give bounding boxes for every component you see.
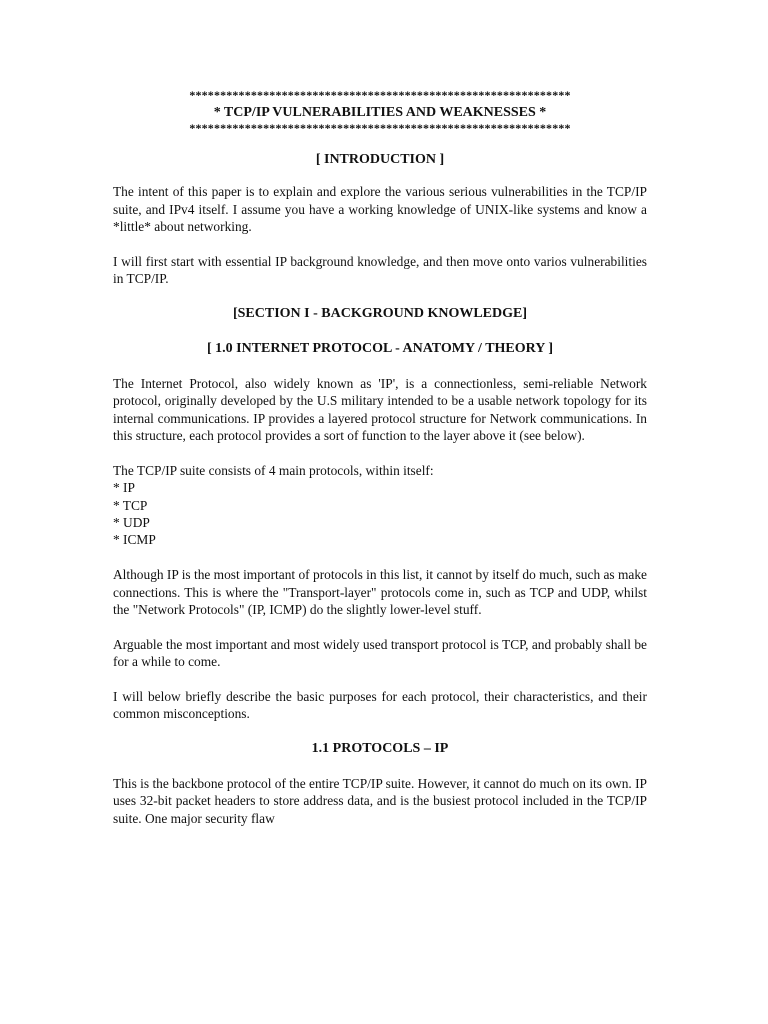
introduction-heading: [ INTRODUCTION ] xyxy=(315,152,445,167)
stars-divider-bottom: ************************************************************** xyxy=(189,120,571,135)
section-1-paragraph-4: I will below briefly describe the basic purposes for each protocol, their characteristics, and their common misconceptions. xyxy=(113,689,647,722)
document-page xyxy=(113,88,647,827)
document-title: * TCP/IP VULNERABILITIES AND WEAKNESSES * xyxy=(213,104,547,120)
list-item: * IP xyxy=(113,480,135,496)
list-item: * UDP xyxy=(113,515,150,531)
stars-divider-top: ************************************************************** xyxy=(189,88,571,102)
intro-paragraph-2: I will first start with essential IP background knowledge, and then move onto varios vulnerabilities in TCP/IP. xyxy=(113,254,647,287)
protocol-list xyxy=(113,479,647,549)
list-item: * TCP xyxy=(113,497,148,513)
section-1-heading: [SECTION I - BACKGROUND KNOWLEDGE] xyxy=(232,306,528,322)
section-1-paragraph-3: Arguable the most important and most widely used transport protocol is TCP, and probably shall be for a while to come. xyxy=(113,636,647,670)
list-item: * ICMP xyxy=(113,532,156,548)
section-1-0-heading: [ 1.0 INTERNET PROTOCOL - ANATOMY / THEORY ] xyxy=(206,341,554,357)
intro-paragraph-1: The intent of this paper is to explain and explore the various serious vulnerabilities in the TCP/IP suite, and IPv4 itself. I assume you have a working knowledge of UNIX-like systems and know a *little* about networking. xyxy=(113,184,647,235)
section-1-paragraph-1: The Internet Protocol, also widely known as 'IP', is a connectionless, semi-reliable Network protocol, originally developed by the U.S military intended to be a usable network topology for its internal communications. IP provides a layered protocol structure for Network communications. In this structure, each protocol provides a sort of function to the layer above it (see below). xyxy=(113,375,647,444)
section-1-1-paragraph-1: This is the backbone protocol of the entire TCP/IP suite. However, it cannot do much on its own. IP uses 32-bit packet headers to store address data, and is the busiest protocol included in the TCP/IP suite. One major security flaw xyxy=(113,776,647,826)
section-1-1-heading: 1.1 PROTOCOLS – IP xyxy=(311,741,449,757)
protocol-list-intro: The TCP/IP suite consists of 4 main protocols, within itself: xyxy=(113,462,434,478)
section-1-paragraph-2: Although IP is the most important of protocols in this list, it cannot by itself do much, such as make connections. This is where the "Transport-layer" protocols come in, such as TCP and UDP, whilst the "Network Protocols" (IP, ICMP) do the slightly lower-level stuff. xyxy=(113,567,647,618)
